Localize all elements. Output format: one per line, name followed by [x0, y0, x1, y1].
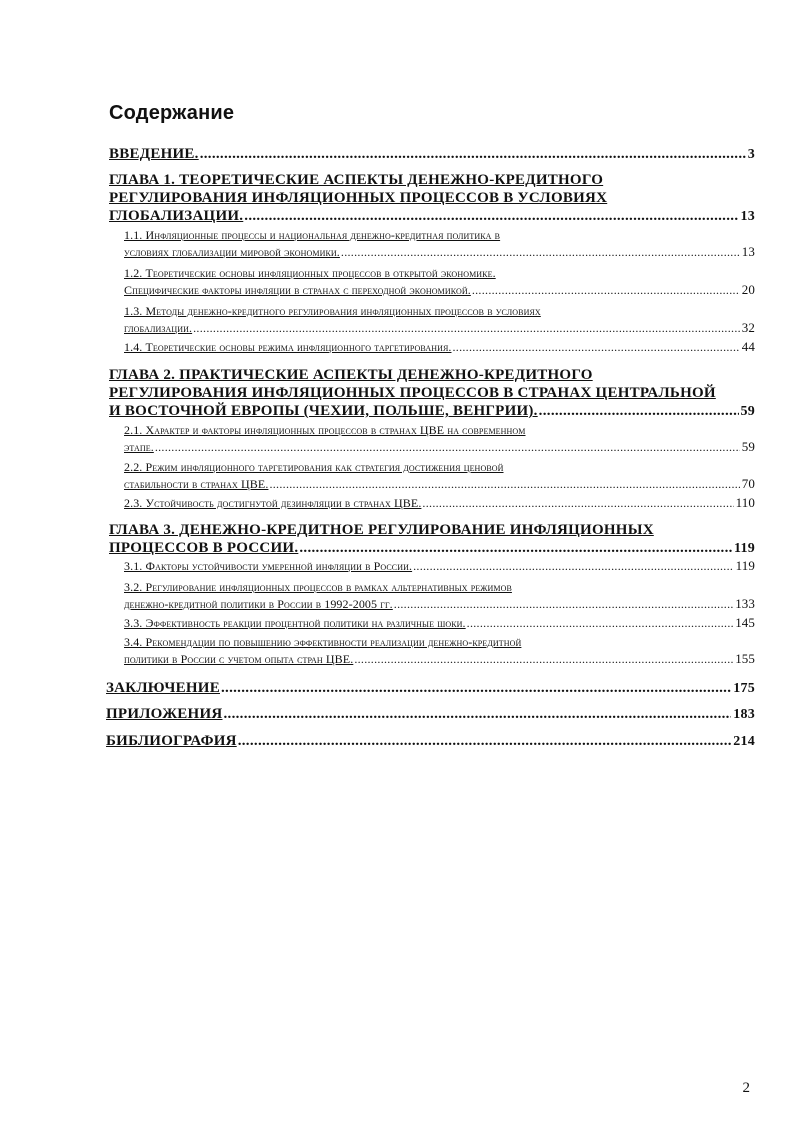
toc-page-number: 183	[733, 707, 755, 722]
toc-entry-line: РЕГУЛИРОВАНИЯ ИНФЛЯЦИОННЫХ ПРОЦЕССОВ В СТРАНАХ ЦЕНТРАЛЬНОЙ	[109, 385, 716, 401]
toc-page-number: 175	[733, 681, 755, 696]
dot-leader	[539, 402, 739, 420]
dot-leader	[413, 558, 734, 574]
toc-entry-section-2-2[interactable]	[124, 460, 755, 492]
toc-entry-chapter-1[interactable]	[109, 172, 755, 226]
page-title: Содержание	[109, 102, 235, 124]
toc-page-number: 119	[734, 541, 755, 556]
page-number: 2	[742, 1080, 750, 1096]
toc-entry-label: 2.3. Устойчивость достигнутой дезинфляции в странах ЦВЕ.	[124, 496, 422, 510]
toc-entry-heading-lines	[124, 459, 504, 476]
toc-entry-section-3-3[interactable]	[124, 615, 755, 631]
toc-entry-label: стабильности в странах ЦВЕ.	[124, 477, 269, 491]
toc-entry-label: политики в России с учетом опыта стран ЦВЕ.	[124, 652, 354, 666]
toc-entry-line: ГЛАВА 3. ДЕНЕЖНО-КРЕДИТНОЕ РЕГУЛИРОВАНИЕ ИНФЛЯЦИОННЫХ	[109, 522, 654, 538]
toc-page-number: 70	[741, 476, 755, 491]
toc-page-number: 214	[733, 734, 755, 749]
toc-entry-label: 3.1. Факторы устойчивости умеренной инфляции в России.	[124, 559, 413, 573]
toc-page-number: 155	[735, 651, 755, 666]
toc-entry-label: глобализации.	[124, 321, 193, 335]
toc-page-number: 44	[741, 339, 755, 354]
dot-leader	[238, 732, 732, 750]
toc-entry-heading-lines	[124, 579, 512, 596]
toc-entry-label: ГЛОБАЛИЗАЦИИ.	[109, 208, 244, 224]
toc-entry-label: БИБЛИОГРАФИЯ	[106, 733, 237, 749]
toc-entry-chapter-2[interactable]	[109, 367, 755, 421]
toc-entry-line: ГЛАВА 2. ПРАКТИЧЕСКИЕ АСПЕКТЫ ДЕНЕЖНО-КРЕДИТНОГО	[109, 367, 593, 383]
toc-entry-section-3-2[interactable]	[124, 580, 755, 612]
toc-entry-heading-lines	[124, 227, 500, 244]
dot-leader	[354, 651, 733, 667]
toc-entry-section-3-4[interactable]	[124, 635, 755, 667]
toc-page-number: 133	[735, 596, 755, 611]
toc-entry-label: ЗАКЛЮЧЕНИЕ	[106, 680, 220, 696]
dot-leader	[269, 476, 739, 492]
dot-leader	[467, 615, 734, 631]
toc-entry-section-1-3[interactable]	[124, 304, 755, 336]
toc-entry-heading-lines	[124, 422, 526, 439]
toc-entry-section-3-1[interactable]	[124, 558, 755, 574]
toc-page-number: 13	[741, 244, 755, 259]
toc-entry-heading-lines	[109, 366, 716, 402]
toc-entry-section-1-1[interactable]	[124, 228, 755, 260]
dot-leader	[422, 495, 733, 511]
dot-leader	[155, 439, 740, 455]
toc-entry-line: 3.2. Регулирование инфляционных процессов в рамках альтернативных режимов	[124, 580, 512, 594]
toc-page-number: 13	[740, 209, 755, 224]
toc-entry-label: ПРОЦЕССОВ В РОССИИ.	[109, 540, 299, 556]
toc-entry-label: денежно-кредитной политики в России в 1992-2005 гг.	[124, 597, 393, 611]
toc-entry-line: 2.1. Характер и факторы инфляционных процессов в странах ЦВЕ на современном	[124, 423, 526, 437]
toc-entry-heading-lines	[109, 521, 654, 539]
toc-page-number: 3	[747, 147, 755, 162]
toc-entry-chapter-3[interactable]	[109, 522, 755, 558]
toc-entry-section-2-3[interactable]	[124, 495, 755, 511]
toc-entry-label: 3.3. Эффективность реакции процентной политики на различные шоки.	[124, 616, 466, 630]
dot-leader	[223, 705, 731, 723]
toc-entry-section-2-1[interactable]	[124, 423, 755, 455]
dot-leader	[341, 244, 740, 260]
toc-entry-label: 1.4. Теоретические основы режима инфляционного таргетирования.	[124, 340, 452, 354]
toc-entry-line: РЕГУЛИРОВАНИЯ ИНФЛЯЦИОННЫХ ПРОЦЕССОВ В УСЛОВИЯХ	[109, 190, 608, 206]
dot-leader	[221, 679, 731, 697]
dot-leader	[244, 207, 738, 225]
toc-entry-introduction[interactable]	[109, 145, 755, 164]
toc-page-number: 59	[741, 439, 755, 454]
toc-entry-label: И ВОСТОЧНОЙ ЕВРОПЫ (ЧЕХИИ, ПОЛЬШЕ, ВЕНГРИИ).	[109, 403, 538, 419]
dot-leader	[452, 339, 739, 355]
dot-leader	[394, 596, 733, 612]
toc-entry-label: ПРИЛОЖЕНИЯ	[106, 706, 223, 722]
toc-page-number: 32	[741, 320, 755, 335]
toc-entry-line: 1.3. Методы денежно-кредитного регулирования инфляционных процессов в условиях	[124, 304, 541, 318]
toc-page-number: 59	[740, 404, 755, 419]
toc-entry-line: ГЛАВА 1. ТЕОРЕТИЧЕСКИЕ АСПЕКТЫ ДЕНЕЖНО-КРЕДИТНОГО	[109, 172, 604, 188]
toc-entry-line: 1.1. Инфляционные процессы и национальная денежно-кредитная политика в	[124, 228, 501, 242]
toc-entry-conclusion[interactable]	[106, 679, 755, 698]
dot-leader	[299, 539, 732, 557]
toc-entry-label: Специфические факторы инфляции в странах с переходной экономикой.	[124, 283, 471, 297]
toc-entry-heading-lines	[124, 265, 496, 282]
toc-entry-section-1-4[interactable]	[124, 339, 755, 355]
dot-leader	[472, 282, 740, 298]
toc-entry-line: 3.4. Рекомендации по повышению эффективности реализации денежно-кредитной	[124, 635, 522, 649]
toc-entry-heading-lines	[124, 634, 521, 651]
toc-entry-label: условиях глобализации мировой экономики.	[124, 245, 340, 259]
toc-entry-heading-lines	[109, 171, 607, 207]
toc-page-number: 119	[735, 558, 755, 573]
toc-entry-section-1-2[interactable]	[124, 266, 755, 298]
dot-leader	[200, 145, 746, 163]
toc-entry-label: этапе.	[124, 440, 154, 454]
toc-page-number: 20	[741, 282, 755, 297]
dot-leader	[193, 320, 740, 336]
toc-entry-bibliography[interactable]	[106, 732, 755, 751]
toc-page-number: 110	[735, 495, 755, 510]
toc-entry-heading-lines	[124, 303, 541, 320]
toc-entry-line: 1.2. Теоретические основы инфляционных процессов в открытой экономике.	[124, 266, 496, 280]
toc-entry-label: ВВЕДЕНИЕ.	[109, 146, 199, 162]
toc-entry-line: 2.2. Режим инфляционного таргетирования как стратегия достижения ценовой	[124, 460, 504, 474]
toc-entry-appendices[interactable]	[106, 705, 755, 724]
toc-page-number: 145	[735, 615, 755, 630]
